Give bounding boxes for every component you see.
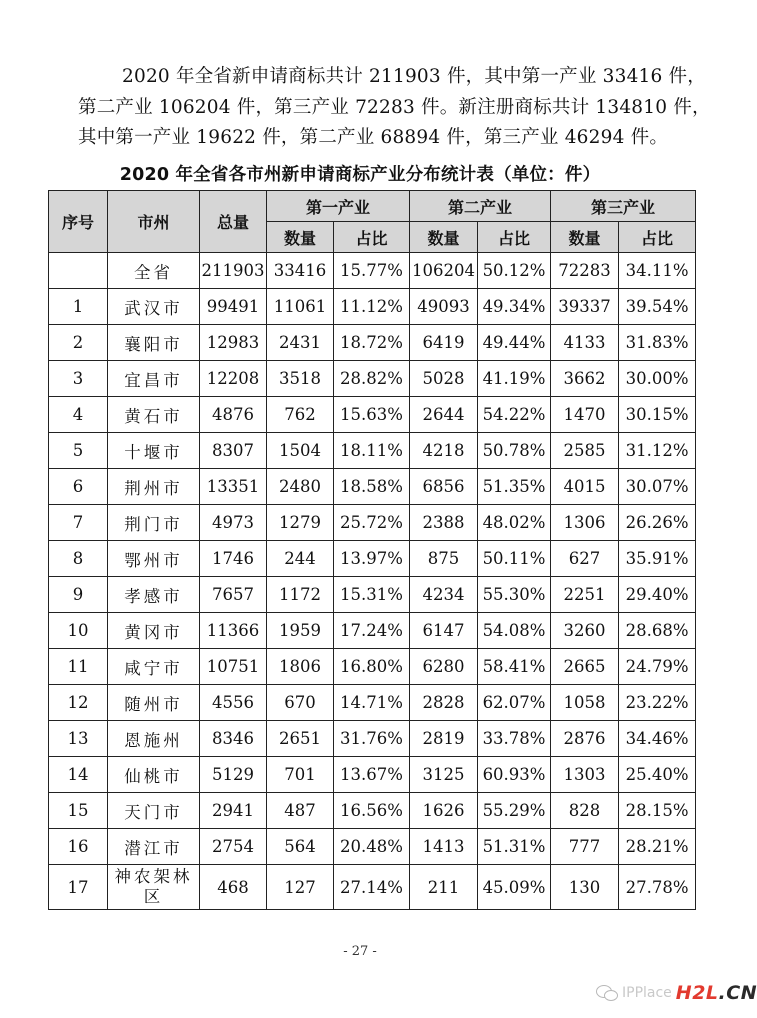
cell-total: 211903 xyxy=(200,253,267,289)
cell-secondary-count: 6147 xyxy=(410,613,478,649)
header-tertiary-count: 数量 xyxy=(551,222,619,253)
cell-primary-count: 1806 xyxy=(267,649,334,685)
table-row xyxy=(49,361,696,397)
cell-tertiary-count: 4133 xyxy=(551,325,619,361)
cell-tertiary-count: 72283 xyxy=(551,253,619,289)
cell-primary-count: 1504 xyxy=(267,433,334,469)
cell-index xyxy=(49,253,108,289)
cell-primary-count: 1959 xyxy=(267,613,334,649)
cell-primary-count: 2651 xyxy=(267,721,334,757)
cell-city: 鄂州市 xyxy=(108,541,200,577)
cell-total: 13351 xyxy=(200,469,267,505)
cell-secondary-count: 2828 xyxy=(410,685,478,721)
cell-primary-share: 18.11% xyxy=(334,433,410,469)
cell-primary-share: 28.82% xyxy=(334,361,410,397)
cell-tertiary-share: 28.21% xyxy=(619,829,696,865)
cell-secondary-count: 1626 xyxy=(410,793,478,829)
cell-primary-count: 487 xyxy=(267,793,334,829)
cell-tertiary-share: 34.11% xyxy=(619,253,696,289)
table-row-province-total xyxy=(49,253,696,289)
cell-secondary-count: 2644 xyxy=(410,397,478,433)
cell-primary-count: 127 xyxy=(267,865,334,910)
cell-tertiary-share: 25.40% xyxy=(619,757,696,793)
cell-primary-count: 701 xyxy=(267,757,334,793)
cell-secondary-share: 51.31% xyxy=(478,829,551,865)
cell-primary-share: 13.67% xyxy=(334,757,410,793)
cell-secondary-share: 41.19% xyxy=(478,361,551,397)
cell-primary-share: 31.76% xyxy=(334,721,410,757)
cell-tertiary-share: 39.54% xyxy=(619,289,696,325)
cell-tertiary-count: 2585 xyxy=(551,433,619,469)
table-row xyxy=(49,325,696,361)
cell-index: 1 xyxy=(49,289,108,325)
cell-tertiary-count: 1306 xyxy=(551,505,619,541)
header-primary-industry: 第一产业 xyxy=(267,191,410,222)
cell-city: 襄阳市 xyxy=(108,325,200,361)
header-tertiary-share: 占比 xyxy=(619,222,696,253)
cell-index: 6 xyxy=(49,469,108,505)
cell-tertiary-share: 28.68% xyxy=(619,613,696,649)
cell-secondary-share: 49.44% xyxy=(478,325,551,361)
cell-index: 13 xyxy=(49,721,108,757)
intro-line-1: 2020 年全省新申请商标共计 211903 件，其中第一产业 33416 件， xyxy=(122,66,706,87)
table-row xyxy=(49,865,696,910)
cell-tertiary-count: 3260 xyxy=(551,613,619,649)
table-caption: 2020 年全省各市州新申请商标产业分布统计表（单位：件） xyxy=(119,165,601,185)
cell-tertiary-count: 39337 xyxy=(551,289,619,325)
cell-secondary-count: 3125 xyxy=(410,757,478,793)
cell-city: 潜江市 xyxy=(108,829,200,865)
cell-primary-count: 2480 xyxy=(267,469,334,505)
cell-city: 全省 xyxy=(108,253,200,289)
cell-primary-share: 15.77% xyxy=(334,253,410,289)
cell-total: 4973 xyxy=(200,505,267,541)
cell-tertiary-share: 24.79% xyxy=(619,649,696,685)
cell-secondary-count: 2819 xyxy=(410,721,478,757)
cell-secondary-share: 49.34% xyxy=(478,289,551,325)
trademark-distribution-table xyxy=(48,190,696,910)
cell-primary-share: 27.14% xyxy=(334,865,410,910)
table-body xyxy=(49,253,696,910)
h2l-logo-domain: .CN xyxy=(718,982,757,1004)
cell-secondary-count: 4234 xyxy=(410,577,478,613)
cell-primary-count: 33416 xyxy=(267,253,334,289)
cell-city: 孝感市 xyxy=(108,577,200,613)
cell-secondary-count: 211 xyxy=(410,865,478,910)
cell-index: 3 xyxy=(49,361,108,397)
header-tertiary-industry: 第三产业 xyxy=(551,191,696,222)
cell-secondary-share: 45.09% xyxy=(478,865,551,910)
cell-secondary-count: 875 xyxy=(410,541,478,577)
cell-primary-share: 14.71% xyxy=(334,685,410,721)
cell-secondary-count: 5028 xyxy=(410,361,478,397)
cell-total: 4876 xyxy=(200,397,267,433)
cell-total: 1746 xyxy=(200,541,267,577)
cell-total: 5129 xyxy=(200,757,267,793)
h2l-logo-text: H2L xyxy=(675,982,719,1004)
table-row xyxy=(49,613,696,649)
cell-total: 8307 xyxy=(200,433,267,469)
cell-total: 468 xyxy=(200,865,267,910)
intro-line-2: 第二产业 106204 件，第三产业 72283 件。新注册商标共计 134810 件， xyxy=(78,96,711,118)
cell-total: 7657 xyxy=(200,577,267,613)
cell-secondary-count: 106204 xyxy=(410,253,478,289)
cell-city: 咸宁市 xyxy=(108,649,200,685)
h2l-logo xyxy=(676,982,757,1004)
cell-primary-count: 670 xyxy=(267,685,334,721)
intro-paragraph xyxy=(78,62,711,154)
cell-primary-count: 244 xyxy=(267,541,334,577)
cell-secondary-share: 55.29% xyxy=(478,793,551,829)
header-secondary-industry: 第二产业 xyxy=(410,191,551,222)
cell-primary-count: 1279 xyxy=(267,505,334,541)
cell-secondary-share: 50.11% xyxy=(478,541,551,577)
cell-index: 16 xyxy=(49,829,108,865)
table-row xyxy=(49,577,696,613)
cell-total: 10751 xyxy=(200,649,267,685)
cell-tertiary-count: 2665 xyxy=(551,649,619,685)
cell-total: 12983 xyxy=(200,325,267,361)
table-row xyxy=(49,685,696,721)
cell-secondary-share: 50.12% xyxy=(478,253,551,289)
cell-primary-count: 2431 xyxy=(267,325,334,361)
page-number: - 27 - xyxy=(343,944,377,959)
table-row xyxy=(49,397,696,433)
cell-city: 荆州市 xyxy=(108,469,200,505)
cell-city: 黄石市 xyxy=(108,397,200,433)
cell-primary-share: 25.72% xyxy=(334,505,410,541)
header-total: 总量 xyxy=(200,191,267,253)
cell-primary-share: 13.97% xyxy=(334,541,410,577)
cell-primary-share: 20.48% xyxy=(334,829,410,865)
table-row xyxy=(49,469,696,505)
cell-city: 仙桃市 xyxy=(108,757,200,793)
cell-secondary-share: 48.02% xyxy=(478,505,551,541)
cell-tertiary-count: 627 xyxy=(551,541,619,577)
cell-index: 14 xyxy=(49,757,108,793)
cell-total: 2941 xyxy=(200,793,267,829)
cell-primary-count: 1172 xyxy=(267,577,334,613)
cell-tertiary-share: 29.40% xyxy=(619,577,696,613)
intro-line-3: 其中第一产业 19622 件，第二产业 68894 件，第三产业 46294 件。 xyxy=(78,127,669,148)
cell-index: 11 xyxy=(49,649,108,685)
cell-primary-share: 17.24% xyxy=(334,613,410,649)
cell-primary-share: 18.72% xyxy=(334,325,410,361)
cell-tertiary-share: 30.00% xyxy=(619,361,696,397)
cell-total: 4556 xyxy=(200,685,267,721)
cell-primary-count: 762 xyxy=(267,397,334,433)
cell-index: 12 xyxy=(49,685,108,721)
cell-city: 黄冈市 xyxy=(108,613,200,649)
cell-total: 12208 xyxy=(200,361,267,397)
cell-city: 十堰市 xyxy=(108,433,200,469)
cell-city: 荆门市 xyxy=(108,505,200,541)
header-primary-count: 数量 xyxy=(267,222,334,253)
cell-tertiary-share: 23.22% xyxy=(619,685,696,721)
cell-secondary-share: 51.35% xyxy=(478,469,551,505)
cell-secondary-count: 6280 xyxy=(410,649,478,685)
cell-primary-share: 15.63% xyxy=(334,397,410,433)
table-row xyxy=(49,721,696,757)
cell-index: 9 xyxy=(49,577,108,613)
table-row xyxy=(49,757,696,793)
cell-secondary-share: 54.08% xyxy=(478,613,551,649)
header-secondary-count: 数量 xyxy=(410,222,478,253)
cell-secondary-share: 58.41% xyxy=(478,649,551,685)
cell-secondary-count: 2388 xyxy=(410,505,478,541)
cell-tertiary-count: 4015 xyxy=(551,469,619,505)
cell-secondary-share: 55.30% xyxy=(478,577,551,613)
cell-index: 8 xyxy=(49,541,108,577)
header-city: 市州 xyxy=(108,191,200,253)
cell-secondary-share: 54.22% xyxy=(478,397,551,433)
cell-secondary-share: 50.78% xyxy=(478,433,551,469)
cell-primary-count: 11061 xyxy=(267,289,334,325)
cell-tertiary-share: 30.15% xyxy=(619,397,696,433)
cell-primary-share: 16.80% xyxy=(334,649,410,685)
cell-index: 4 xyxy=(49,397,108,433)
cell-total: 2754 xyxy=(200,829,267,865)
cell-primary-count: 3518 xyxy=(267,361,334,397)
cell-tertiary-count: 1470 xyxy=(551,397,619,433)
cell-city: 随州市 xyxy=(108,685,200,721)
wechat-icon xyxy=(596,985,618,1001)
cell-tertiary-share: 31.12% xyxy=(619,433,696,469)
cell-secondary-count: 49093 xyxy=(410,289,478,325)
cell-city: 神农架林区 xyxy=(108,865,200,910)
cell-index: 7 xyxy=(49,505,108,541)
table-row xyxy=(49,649,696,685)
cell-tertiary-share: 26.26% xyxy=(619,505,696,541)
cell-tertiary-count: 3662 xyxy=(551,361,619,397)
cell-tertiary-count: 130 xyxy=(551,865,619,910)
table-row xyxy=(49,541,696,577)
cell-primary-count: 564 xyxy=(267,829,334,865)
cell-secondary-count: 4218 xyxy=(410,433,478,469)
cell-city: 天门市 xyxy=(108,793,200,829)
table-row xyxy=(49,433,696,469)
header-index: 序号 xyxy=(49,191,108,253)
header-row-1 xyxy=(49,191,696,222)
cell-total: 11366 xyxy=(200,613,267,649)
cell-total: 8346 xyxy=(200,721,267,757)
header-primary-share: 占比 xyxy=(334,222,410,253)
cell-primary-share: 16.56% xyxy=(334,793,410,829)
cell-index: 15 xyxy=(49,793,108,829)
cell-tertiary-share: 30.07% xyxy=(619,469,696,505)
cell-secondary-count: 6419 xyxy=(410,325,478,361)
watermark xyxy=(596,980,757,1006)
cell-secondary-count: 6856 xyxy=(410,469,478,505)
cell-index: 17 xyxy=(49,865,108,910)
cell-city: 武汉市 xyxy=(108,289,200,325)
cell-city: 恩施州 xyxy=(108,721,200,757)
cell-index: 5 xyxy=(49,433,108,469)
header-secondary-share: 占比 xyxy=(478,222,551,253)
cell-tertiary-count: 1058 xyxy=(551,685,619,721)
cell-primary-share: 15.31% xyxy=(334,577,410,613)
cell-index: 10 xyxy=(49,613,108,649)
cell-secondary-share: 62.07% xyxy=(478,685,551,721)
cell-tertiary-count: 828 xyxy=(551,793,619,829)
cell-tertiary-share: 31.83% xyxy=(619,325,696,361)
cell-secondary-share: 60.93% xyxy=(478,757,551,793)
cell-city: 宜昌市 xyxy=(108,361,200,397)
cell-total: 99491 xyxy=(200,289,267,325)
cell-tertiary-share: 27.78% xyxy=(619,865,696,910)
table-row xyxy=(49,829,696,865)
cell-primary-share: 11.12% xyxy=(334,289,410,325)
cell-tertiary-count: 2251 xyxy=(551,577,619,613)
cell-tertiary-count: 1303 xyxy=(551,757,619,793)
table-row xyxy=(49,289,696,325)
cell-tertiary-share: 34.46% xyxy=(619,721,696,757)
table-header xyxy=(49,191,696,253)
cell-tertiary-count: 777 xyxy=(551,829,619,865)
cell-tertiary-count: 2876 xyxy=(551,721,619,757)
watermark-faint-text: IPPlace xyxy=(622,985,672,1001)
cell-primary-share: 18.58% xyxy=(334,469,410,505)
cell-tertiary-share: 28.15% xyxy=(619,793,696,829)
cell-index: 2 xyxy=(49,325,108,361)
table-row xyxy=(49,505,696,541)
table-row xyxy=(49,793,696,829)
cell-secondary-count: 1413 xyxy=(410,829,478,865)
cell-secondary-share: 33.78% xyxy=(478,721,551,757)
cell-tertiary-share: 35.91% xyxy=(619,541,696,577)
